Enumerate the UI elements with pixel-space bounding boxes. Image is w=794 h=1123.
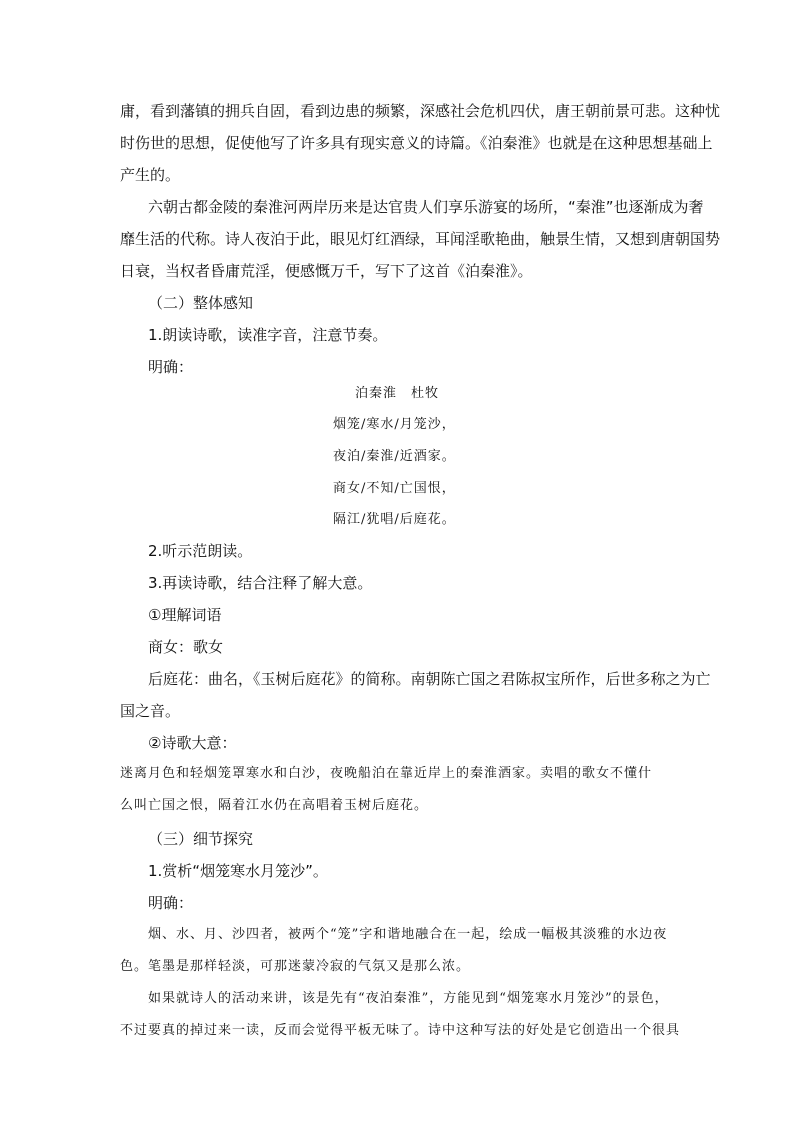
mingque-label: 明确： (148, 894, 194, 912)
meaning-text: 迷离月色和轻烟笼罩寒水和白沙，夜晚船泊在靠近岸上的秦淮酒家。卖唱的歌女不懂什 (120, 766, 653, 781)
meaning-text: 么叫亡国之恨，隔着江水仍在高唱着玉树后庭花。 (120, 798, 429, 813)
body-text-line: 靡生活的代称。诗人夜泊于此，眼见灯红酒绿，耳闻淫歌艳曲，触景生情，又想到唐朝国势 (120, 230, 721, 248)
body-text-line: 日衰，当权者昏庸荒淫，便感慨万千，写下了这首《泊秦淮》。 (120, 262, 533, 280)
step-text: 3.再读诗歌，结合注释了解大意。 (148, 574, 373, 592)
section-heading: （三）细节探究 (148, 830, 254, 848)
poem-title: 泊秦淮 杜牧 (355, 386, 440, 401)
subheading: ①理解词语 (148, 606, 222, 624)
analysis-text: 色。笔墨是那样轻淡，可那迷蒙冷寂的气氛又是那么浓。 (120, 959, 471, 974)
body-text-line: 六朝古都金陵的秦淮河两岸历来是达官贵人们享乐游宴的场所，“秦淮”也逐渐成为奢 (148, 198, 704, 216)
subheading: ②诗歌大意： (148, 734, 237, 752)
analysis-text: 不过要真的掉过来一读，反而会觉得平板无味了。诗中这种写法的好处是它创造出一个很具 (120, 1023, 681, 1038)
step-text: 2.听示范朗读。 (148, 542, 253, 560)
body-text-line: 时伤世的思想，促使他写了许多具有现实意义的诗篇。《泊秦淮》也就是在这种思想基础上 (120, 134, 713, 152)
term-definition: 商女：歌女 (148, 638, 224, 656)
poem-line: 夜泊/秦淮/近酒家。 (333, 449, 456, 464)
mingque-label: 明确： (148, 358, 194, 376)
step-text: 1.赏析“烟笼寒水月笼沙”。 (148, 862, 328, 880)
body-text-line: 产生的。 (120, 166, 181, 184)
term-definition: 后庭花：曲名，《玉树后庭花》的简称。南朝陈亡国之君陈叔宝所作，后世多称之为亡 (148, 670, 711, 688)
poem-line: 烟笼/寒水/月笼沙， (333, 417, 456, 432)
term-definition: 国之音。 (120, 702, 181, 720)
body-text-line: 庸，看到藩镇的拥兵自固，看到边患的频繁，深感社会危机四伏，唐王朝前景可悲。这种忧 (120, 102, 721, 120)
poem-line: 商女/不知/亡国恨， (333, 481, 456, 496)
section-heading: （二）整体感知 (148, 294, 254, 312)
analysis-text: 烟、水、月、沙四者，被两个“笼”字和谐地融合在一起，绘成一幅极其淡雅的水边夜 (148, 927, 668, 942)
step-text: 1.朗读诗歌，读准字音，注意节奏。 (148, 326, 388, 344)
analysis-text: 如果就诗人的活动来讲，该是先有“夜泊秦淮”，方能见到“烟笼寒水月笼沙”的景色， (148, 991, 669, 1006)
poem-line: 隔江/犹唱/后庭花。 (333, 512, 456, 527)
